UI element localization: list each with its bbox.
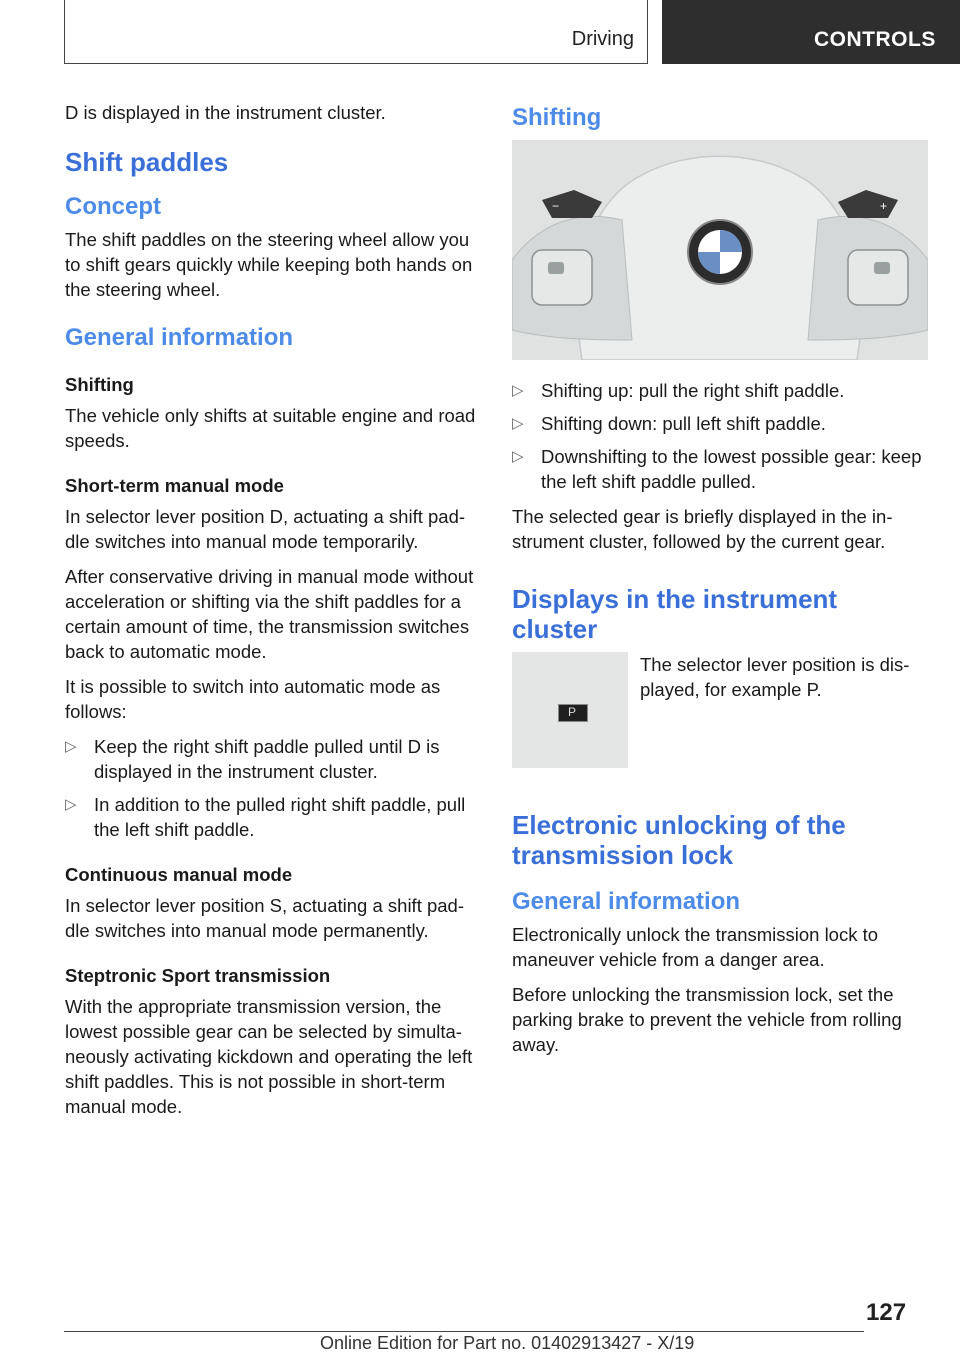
paddle-minus-label: −	[552, 199, 560, 213]
continuous-text: In selector lever position S, actuating a shift paddle switches into manual mode permanently.	[65, 895, 465, 941]
triangle-bullet-icon: ▷	[512, 415, 524, 432]
steptronic-text: With the appropriate transmission version, the lowest possible gear can be selected by simultaneously activating kickdown and operating the left shift paddles. This is not possible in short-term manual mode.	[65, 996, 473, 1117]
heading-unlock-general: General information	[512, 888, 741, 915]
right-column	[512, 100, 928, 1067]
short-term-p2: After conservative driving in manual mode without acceleration or shifting via the shift paddles for a certain amount of time, the transmission switches back to automatic mode.	[65, 566, 474, 662]
cluster-section	[512, 652, 928, 770]
triangle-bullet-icon: ▷	[65, 738, 77, 755]
cluster-illustration	[512, 652, 628, 768]
paddle-plus-label: +	[880, 199, 888, 213]
header-box	[64, 0, 648, 64]
list-item: ▷ Keep the right shift paddle pulled until D is displayed in the instrument cluster.	[65, 736, 440, 782]
shifting-after-text: The selected gear is briefly displayed in the instrument cluster, followed by the current gear.	[512, 506, 893, 552]
triangle-bullet-icon: ▷	[512, 382, 524, 399]
sub-shifting: Shifting	[65, 374, 134, 395]
header-chapter: CONTROLS	[662, 0, 960, 64]
concept-text: The shift paddles on the steering wheel allow you to shift gears quickly while keeping both hands on the steering wheel.	[65, 229, 473, 300]
unlock-p2: Before unlocking the transmission lock, set the parking brake to prevent the vehicle from rolling away.	[512, 984, 902, 1055]
gear-indicator: P	[558, 704, 588, 722]
shifting-text: The vehicle only shifts at suitable engine and road speeds.	[65, 405, 476, 451]
intro-text: D is displayed in the instrument cluster.	[65, 102, 386, 123]
left-column	[65, 100, 481, 1129]
short-term-p1: In selector lever position D, actuating a shift paddle switches into manual mode temporarily.	[65, 506, 466, 552]
short-term-p3: It is possible to switch into automatic mode as follows:	[65, 676, 441, 722]
heading-electronic-unlocking: Electronic unlocking of the transmission lock	[512, 810, 846, 870]
page-number: 127	[866, 1299, 907, 1326]
short-term-list	[65, 734, 481, 842]
list-item: ▷ Shifting up: pull the right shift paddle.	[512, 380, 845, 401]
sub-steptronic: Steptronic Sport transmission	[65, 965, 331, 986]
list-item: ▷ Downshifting to the lowest possible gear: keep the left shift paddle pulled.	[512, 446, 922, 492]
shifting-list	[512, 378, 928, 494]
heading-displays: Displays in the instrument cluster	[512, 584, 838, 644]
footer-divider	[64, 1331, 864, 1332]
triangle-bullet-icon: ▷	[512, 448, 524, 465]
sub-short-term: Short-term manual mode	[65, 475, 284, 496]
edition-text: Online Edition for Part no. 01402913427 - X/19	[320, 1333, 695, 1353]
heading-general-information: General information	[65, 324, 294, 351]
header-section: Driving	[571, 28, 634, 50]
triangle-bullet-icon: ▷	[65, 796, 77, 813]
list-item: ▷ In addition to the pulled right shift paddle, pull the left shift paddle.	[65, 794, 466, 840]
sub-continuous: Continuous manual mode	[65, 864, 293, 885]
heading-shifting: Shifting	[512, 104, 602, 131]
heading-shift-paddles: Shift paddles	[65, 147, 229, 177]
steering-wheel-illustration	[512, 140, 928, 360]
list-item: ▷ Shifting down: pull left shift paddle.	[512, 413, 826, 434]
heading-concept: Concept	[65, 193, 161, 220]
displays-text: The selector lever position is displayed, for example P.	[640, 654, 910, 700]
unlock-p1: Electronically unlock the transmission lock to maneuver vehicle from a danger area.	[512, 924, 879, 970]
